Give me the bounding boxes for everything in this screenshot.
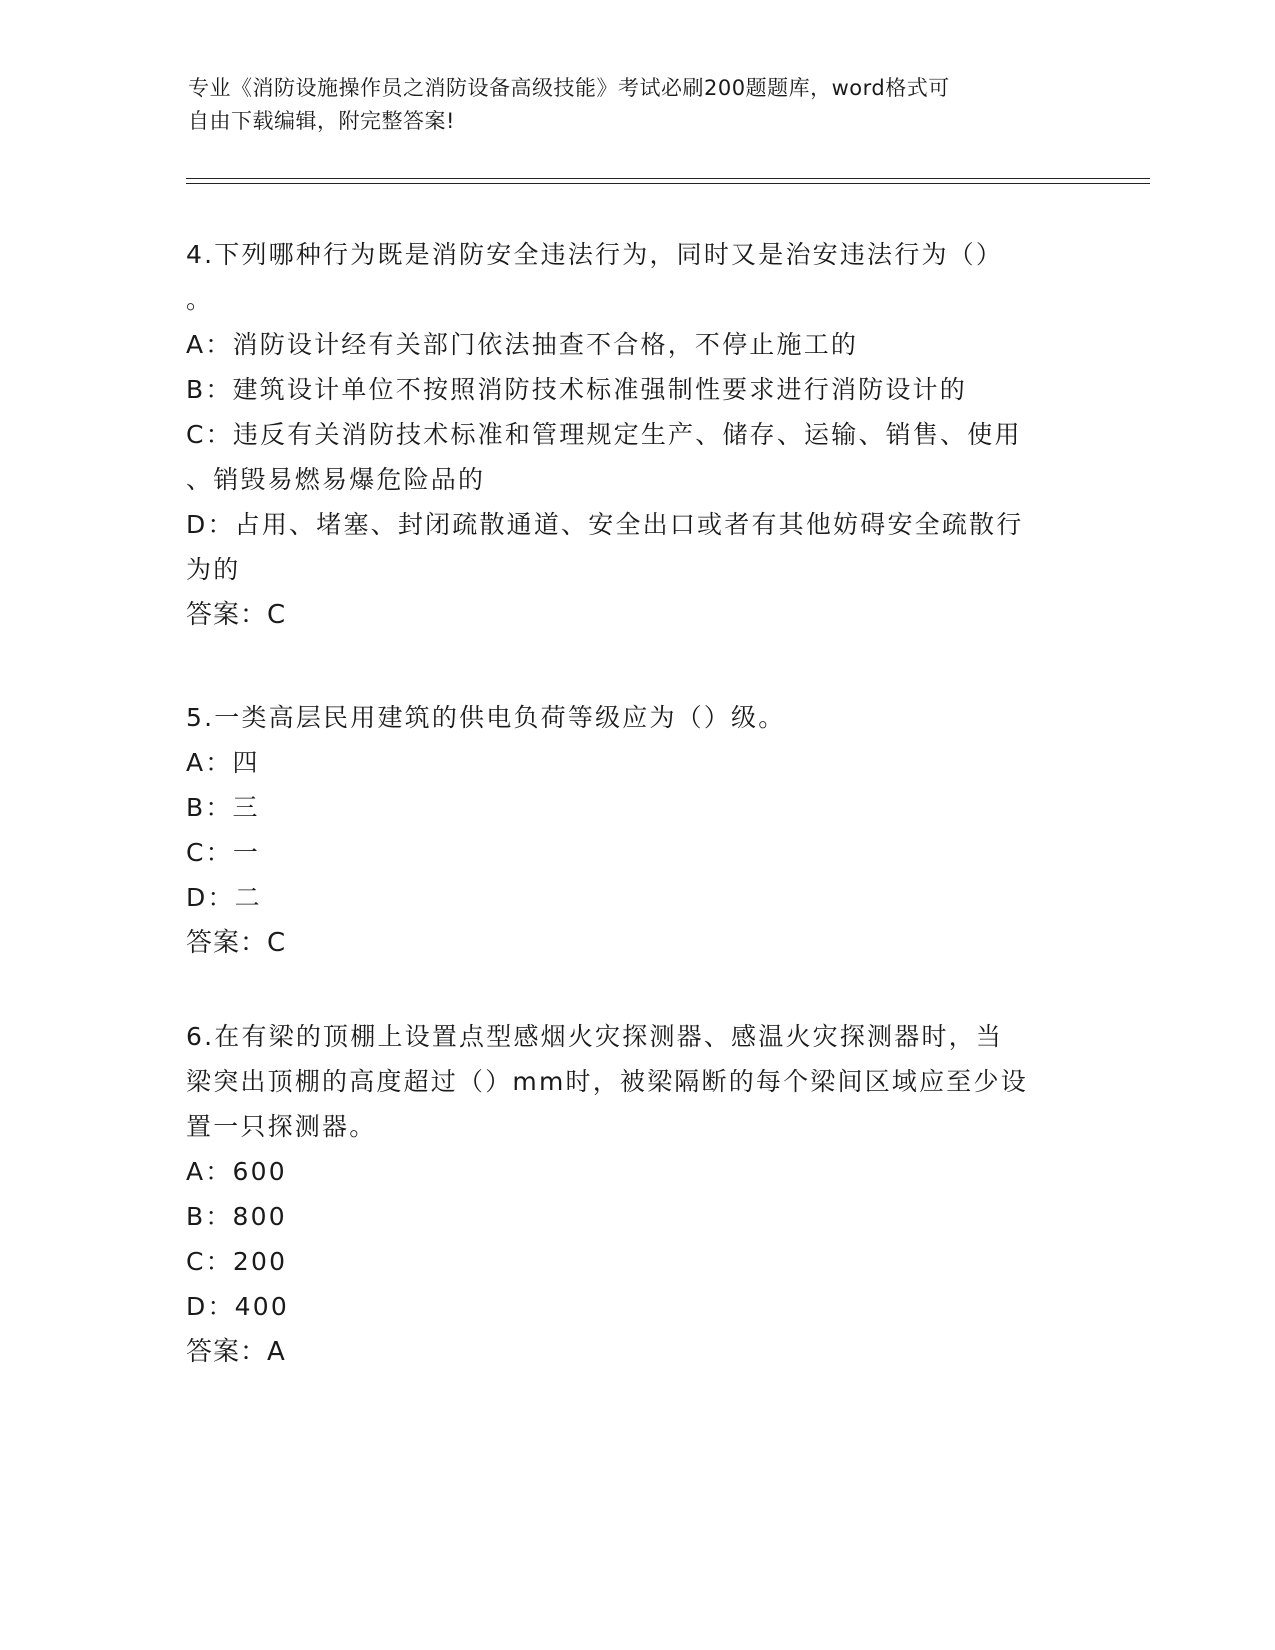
option-c [186,830,1086,875]
option-a [186,322,1086,367]
option-line: A：600 [186,1157,287,1186]
option-line: B：800 [186,1202,287,1231]
question-stem [186,232,1086,322]
option-line: D：二 [186,883,262,912]
header-line-1: 专业《消防设施操作员之消防设备高级技能》考试必刷200题题库，word格式可 [188,76,950,100]
question-stem [186,695,1086,740]
option-line: C：违反有关消防技术标准和管理规定生产、储存、运输、销售、使用 [186,420,1022,449]
header-line-2: 自由下载编辑，附完整答案! [188,109,455,133]
document-header [188,72,1088,138]
option-line: D：占用、堵塞、封闭疏散通道、安全出口或者有其他妨碍安全疏散行 [186,510,1024,539]
stem-line: 6.在有梁的顶棚上设置点型感烟火灾探测器、感温火灾探测器时，当 [186,1022,1004,1051]
question-stem [186,1014,1086,1149]
option-d [186,502,1086,592]
option-line: A：消防设计经有关部门依法抽查不合格，不停止施工的 [186,330,859,359]
header-divider-bottom [186,183,1150,184]
header-divider-top [186,178,1150,179]
option-d [186,875,1086,920]
option-line: 、销毁易燃易爆危险品的 [186,465,486,494]
question-4 [186,232,1086,638]
option-b [186,367,1086,412]
stem-line: 梁突出顶棚的高度超过（）mm时，被梁隔断的每个梁间区域应至少设 [186,1067,1028,1096]
stem-line: 4.下列哪种行为既是消防安全违法行为，同时又是治安违法行为（） [186,240,1004,269]
answer: 答案：C [186,600,287,630]
option-line: C：一 [186,838,261,867]
option-c [186,412,1086,502]
option-a [186,740,1086,785]
stem-line: 。 [186,285,214,314]
option-a [186,1149,1086,1194]
stem-line: 5.一类高层民用建筑的供电负荷等级应为（）级。 [186,703,786,732]
option-b [186,1194,1086,1239]
answer: 答案：A [186,1337,286,1367]
option-line: D：400 [186,1292,289,1321]
answer: 答案：C [186,928,287,958]
option-line: 为的 [186,555,241,584]
option-c [186,1239,1086,1284]
option-b [186,785,1086,830]
option-line: B：建筑设计单位不按照消防技术标准强制性要求进行消防设计的 [186,375,967,404]
option-line: C：200 [186,1247,288,1276]
option-line: A：四 [186,748,260,777]
option-line: B：三 [186,793,260,822]
stem-line: 置一只探测器。 [186,1112,377,1141]
option-d [186,1284,1086,1329]
question-5 [186,695,1086,966]
question-6 [186,1014,1086,1375]
